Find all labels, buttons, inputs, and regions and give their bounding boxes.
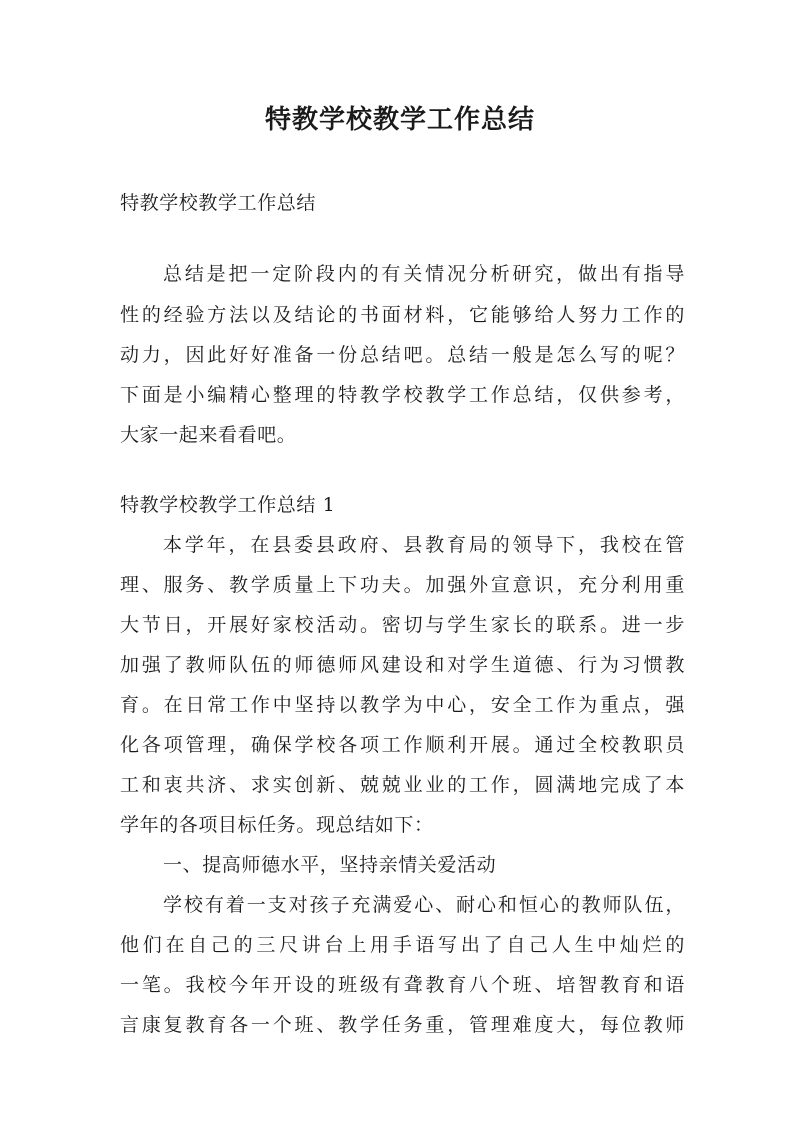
section1-line: 本学年，在县委县政府、县教育局的领导下，我校在管: [163, 534, 685, 556]
intro-line: 总结是把一定阶段内的有关情况分析研究，做出有指导: [163, 263, 685, 285]
section1-line: 工和衷共济、求实创新、兢兢业业的工作，圆满地完成了本: [120, 774, 685, 796]
section1-line: 化各项管理，确保学校各项工作顺利开展。通过全校教职员: [120, 734, 685, 756]
document-title: 特教学校教学工作总结: [264, 105, 535, 135]
subheading: 一、提高师德水平，坚持亲情关爱活动: [163, 854, 497, 876]
para2-line: 一笔。我校今年开设的班级有聋教育八个班、培智教育和语: [120, 974, 685, 996]
document-subtitle: 特教学校教学工作总结: [120, 192, 317, 214]
para2-line: 他们在自己的三尺讲台上用手语写出了自己人生中灿烂的: [120, 934, 685, 956]
para2-line: 言康复教育各一个班、教学任务重，管理难度大，每位教师: [120, 1014, 685, 1036]
intro-line: 性的经验方法以及结论的书面材料，它能够给人努力工作的: [120, 304, 685, 326]
para2-line: 学校有着一支对孩子充满爱心、耐心和恒心的教师队伍，: [163, 894, 685, 916]
section-heading: 特教学校教学工作总结 1: [120, 494, 336, 516]
intro-line: 下面是小编精心整理的特教学校教学工作总结，仅供参考，: [120, 384, 685, 406]
intro-line: 动力，因此好好准备一份总结吧。总结一般是怎么写的呢？: [120, 344, 685, 366]
section1-line: 学年的各项目标任务。现总结如下：: [120, 814, 434, 836]
section1-line: 育。在日常工作中坚持以教学为中心，安全工作为重点，强: [120, 694, 685, 716]
section1-line: 加强了教师队伍的师德师风建设和对学生道德、行为习惯教: [120, 654, 685, 676]
intro-line: 大家一起来看看吧。: [120, 424, 297, 446]
section1-line: 理、服务、教学质量上下功夫。加强外宣意识，充分利用重: [120, 574, 685, 596]
section1-line: 大节日，开展好家校活动。密切与学生家长的联系。进一步: [120, 614, 685, 636]
